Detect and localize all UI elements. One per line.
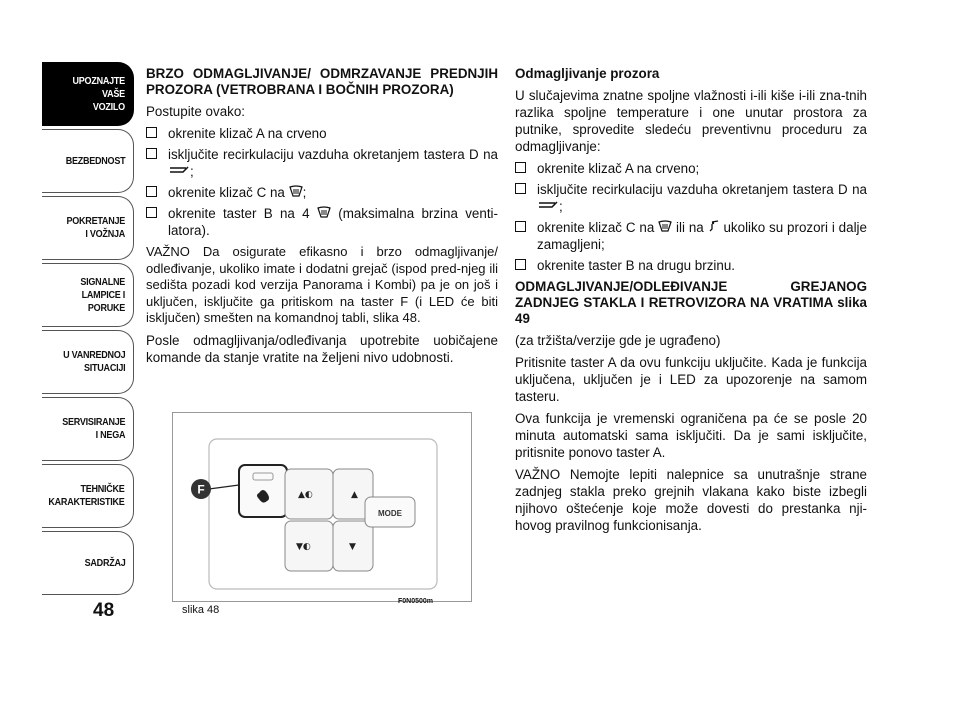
paragraph: Pritisnite taster A da ovu funkciju uključite. Kada je funkcija uključena, uključen je i LED za upozorenje na samom tasteru. xyxy=(515,355,867,404)
paragraph: (za tržišta/verzije gde je ugrađeno) xyxy=(515,333,721,348)
tab-vanredna-situacija[interactable] xyxy=(42,330,134,394)
checkbox-bullet-icon xyxy=(146,127,157,138)
recirculation-icon xyxy=(168,164,190,176)
after-text: Posle odmagljivanja/odleđivanja upotrebite uobičajene komande da stanje vratite na željeni nivo udobnosti. xyxy=(146,332,498,365)
svg-text:▼: ▼ xyxy=(349,542,356,552)
tab-sadrzaj[interactable] xyxy=(42,531,134,595)
feet-windscreen-icon xyxy=(708,220,720,232)
list-item: okrenite taster B na 4 (maksimalna brzina venti-latora). xyxy=(146,205,498,239)
tab-bezbednost[interactable] xyxy=(42,129,134,193)
tab-servisiranje[interactable] xyxy=(42,397,134,461)
important-note: VAŽNO Da osigurate efikasno i brzo odmagljivanje/ odleđivanje, ukoliko imate i dodatni grejač (ispod pred-njeg ili sedišta pozadi kod verzija Panorama i Kombi) pa je on još i uključen, isključite ga pritiskom na taster F (i LED će biti isključen) smešten na komandnoj tabli, slika 48. xyxy=(146,244,498,325)
list-item: okrenite klizač A na crveno xyxy=(146,125,498,142)
page-number: 48 xyxy=(93,600,115,621)
tab-tehnicke[interactable] xyxy=(42,464,134,528)
tab-label: POKRETANJE I VOŽNJA xyxy=(66,215,125,240)
section-heading: ODMAGLJIVANJE/ODLEĐIVANJE GREJANOG ZADNJEG STAKLA I RETROVIZORA NA VRATIMA slika 49 xyxy=(515,279,867,326)
list-item: okrenite klizač C na ; xyxy=(146,184,498,201)
tab-label: BEZBEDNOST xyxy=(65,154,125,167)
intro-text: Postupite ovako: xyxy=(146,104,246,119)
chapter-tabs xyxy=(42,62,134,598)
checkbox-bullet-icon xyxy=(515,259,526,270)
list-item: isključite recirkulaciju vazduha okretanjem tastera D na ; xyxy=(515,181,867,215)
tab-label: TEHNIČKE KARAKTERISTIKE xyxy=(48,483,125,508)
figure-code: F0N0500m xyxy=(398,598,434,605)
windscreen-defrost-icon xyxy=(658,220,672,232)
checkbox-bullet-icon xyxy=(515,183,526,194)
checkbox-bullet-icon xyxy=(146,207,157,218)
list-item: okrenite klizač C na ili na ukoliko su prozori i dalje zamagljeni; xyxy=(515,219,867,253)
tab-label: U VANREDNOJ SITUACIJI xyxy=(62,349,125,374)
checkbox-bullet-icon xyxy=(515,221,526,232)
paragraph: Ova funkcija je vremenski ograničena pa će se posle 20 minuta automatski sama isključiti. Da je sami isključite, pritisnite ponovo taster A. xyxy=(515,411,867,460)
list-item: okrenite taster B na drugu brzinu. xyxy=(515,257,867,274)
windscreen-defrost-icon xyxy=(317,206,331,218)
list-item: okrenite klizač A na crveno; xyxy=(515,160,867,177)
checkbox-bullet-icon xyxy=(146,186,157,197)
tab-signalne-lampice[interactable] xyxy=(42,263,134,327)
list-item: isključite recirkulaciju vazduha okretanjem tastera D na ; xyxy=(146,146,498,180)
tab-upoznajte-vase-vozilo[interactable] xyxy=(42,62,134,126)
svg-text:▲: ▲ xyxy=(351,490,358,500)
instruction-list xyxy=(515,160,867,274)
figure-48 xyxy=(172,412,472,602)
left-column xyxy=(146,66,498,371)
paragraph: U slučajevima znatne spoljne vlažnosti i-ili kiše i-ili zna-tnih razlika spoljne temperature i one unutar prostora za putnike, sprovedite sledeću preventivnu proceduru za odmagljivanje: xyxy=(515,88,867,154)
right-column xyxy=(515,66,867,539)
callout-f: F xyxy=(197,482,205,497)
section-heading: BRZO ODMAGLJIVANJE/ ODMRZAVANJE PREDNJIH PROZORA (VETROBRANA I BOČNIH PROZORA) xyxy=(146,66,498,97)
mode-label: MODE xyxy=(378,509,402,518)
tab-label: UPOZNAJTE VAŠE VOZILO xyxy=(72,74,125,113)
windscreen-defrost-icon xyxy=(289,185,303,197)
tab-label: SIGNALNE LAMPICE I PORUKE xyxy=(80,275,125,314)
recirculation-icon xyxy=(537,199,559,211)
tab-label: SADRŽAJ xyxy=(84,556,125,569)
tab-label: SERVISIRANJE I NEGA xyxy=(62,416,125,441)
section-heading: Odmagljivanje prozora xyxy=(515,66,660,81)
paragraph: VAŽNO Nemojte lepiti nalepnice sa unutrašnje strane zadnjeg stakla preko grejnih vlakana kako biste izbegli njihovo oštećenje koje može dovesti do prestanka nji-hovog pravilnog funkcionisanja. xyxy=(515,467,867,533)
figure-caption: slika 48 xyxy=(182,604,220,616)
tab-pokretanje[interactable] xyxy=(42,196,134,260)
svg-text:▲◐: ▲◐ xyxy=(298,490,313,500)
svg-text:▼◐: ▼◐ xyxy=(296,542,311,552)
checkbox-bullet-icon xyxy=(515,162,526,173)
checkbox-bullet-icon xyxy=(146,148,157,159)
control-panel-illustration xyxy=(173,413,471,601)
instruction-list xyxy=(146,125,498,239)
